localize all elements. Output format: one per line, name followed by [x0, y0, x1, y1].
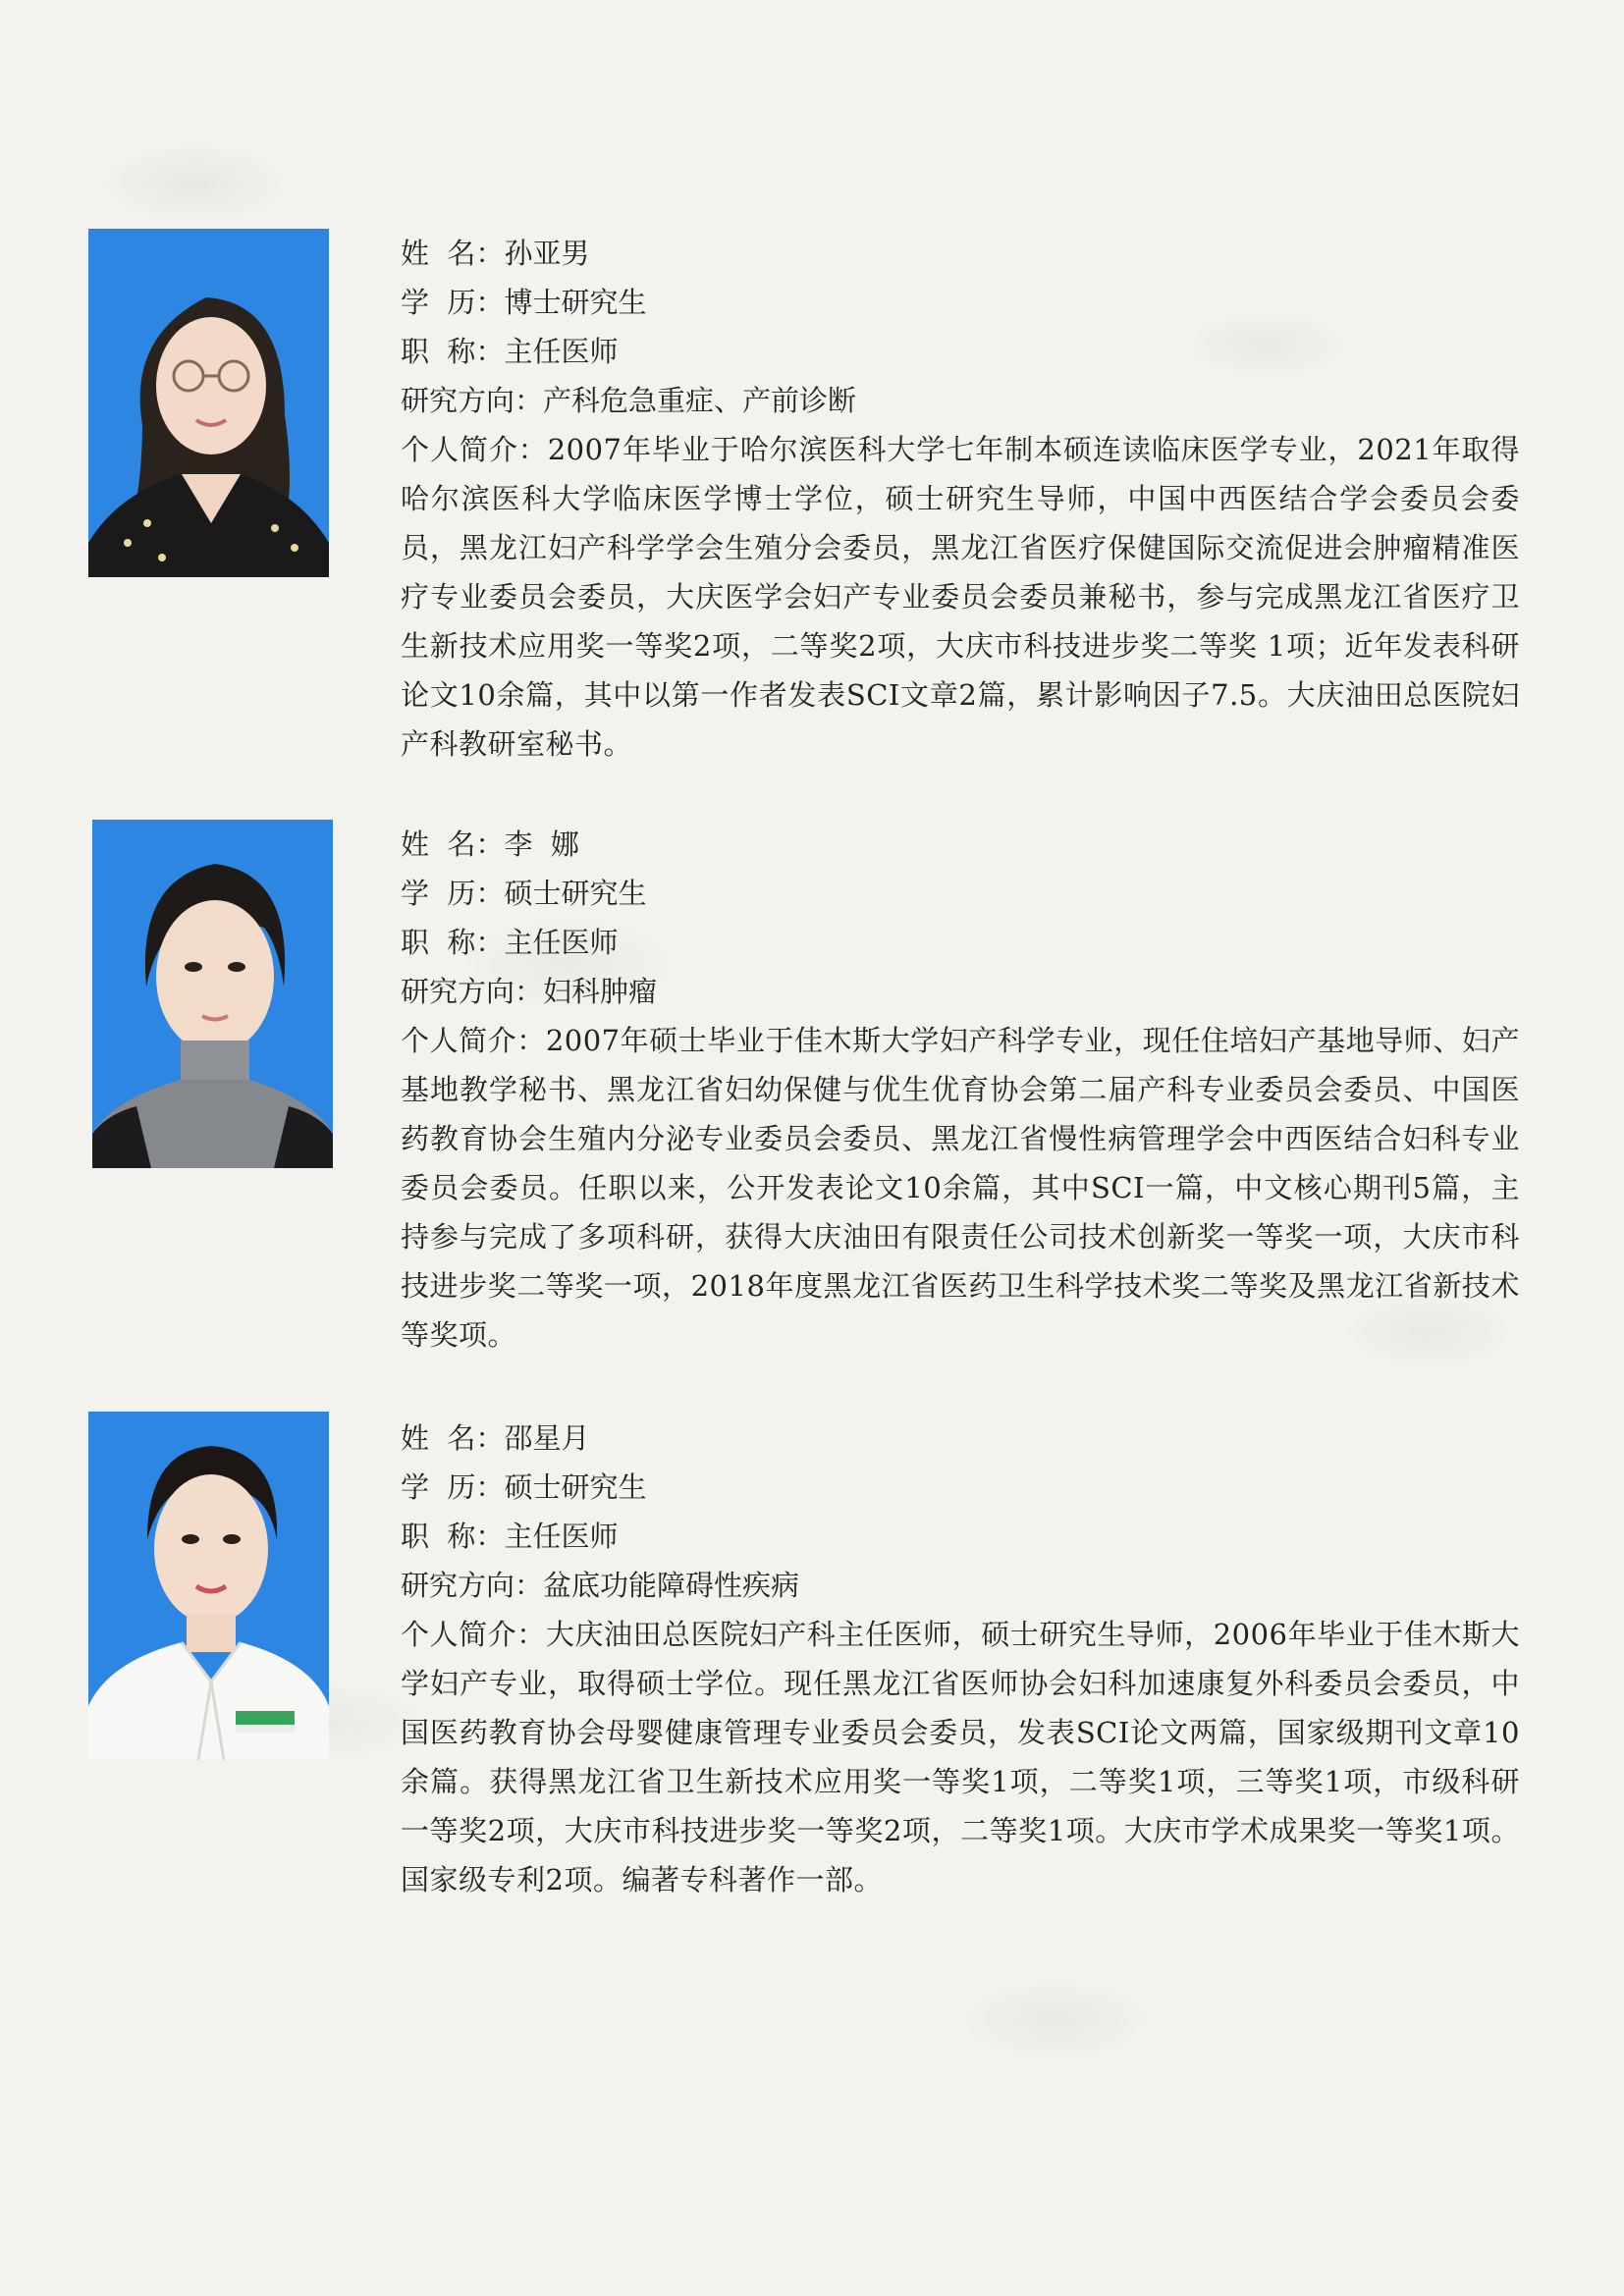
portrait-icon: [88, 1412, 329, 1760]
education-row: [401, 869, 1520, 918]
bio-label: 个人简介：: [401, 433, 548, 466]
title-row: [401, 327, 1520, 376]
name-label: 姓 名：: [401, 828, 505, 861]
profile-info: [401, 820, 1520, 1360]
education-value: 硕士研究生: [504, 1470, 647, 1504]
title-label: 职 称：: [401, 926, 505, 959]
research-value: 妇科肿瘤: [543, 975, 658, 1008]
education-row: [401, 1463, 1520, 1512]
research-row: [401, 967, 1520, 1016]
research-label: 研究方向：: [401, 384, 544, 417]
research-value: 盆底功能障碍性疾病: [543, 1569, 800, 1602]
doctor-photo: [92, 820, 333, 1168]
title-value: 主任医师: [504, 335, 619, 368]
name-label: 姓 名：: [401, 237, 505, 270]
name-label: 姓 名：: [401, 1421, 505, 1455]
title-row: [401, 1512, 1520, 1561]
title-row: [401, 918, 1520, 967]
research-row: [401, 376, 1520, 425]
bio-label: 个人简介：: [401, 1024, 546, 1057]
doctor-photo: [88, 229, 329, 577]
bio-paragraph: [401, 425, 1520, 769]
research-label: 研究方向：: [401, 1569, 544, 1602]
title-value: 主任医师: [504, 926, 619, 959]
name-row: [401, 229, 1520, 278]
profile-info: [401, 229, 1520, 769]
name-row: [401, 1414, 1520, 1463]
title-label: 职 称：: [401, 335, 505, 368]
bio-text: 2007年硕士毕业于佳木斯大学妇产科学专业，现任住培妇产基地导师、妇产基地教学秘书、黑龙江省妇幼保健与优生优育协会第二届产科专业委员会委员、中国医药教育协会生殖内分泌专业委员会委员、黑龙江省慢性病管理学会中西医结合妇科专业委员会委员。任职以来，公开发表论文10余篇，其中SCI一篇，中文核心期刊5篇，主持参与完成了多项科研，获得大庆油田有限责任公司技术创新奖一等奖一项，大庆市科技进步奖二等奖一项，2018年度黑龙江省医药卫生科学技术奖二等奖及黑龙江省新技术等奖项。: [401, 1024, 1520, 1352]
name-value: 孙亚男: [504, 237, 590, 270]
research-value: 产科危急重症、产前诊断: [543, 384, 857, 417]
bio-paragraph: [401, 1016, 1520, 1360]
education-label: 学 历：: [401, 286, 505, 319]
profile-info: [401, 1414, 1520, 1904]
name-value: 邵星月: [504, 1421, 590, 1455]
education-label: 学 历：: [401, 877, 505, 910]
title-label: 职 称：: [401, 1520, 505, 1553]
education-value: 博士研究生: [504, 286, 647, 319]
research-label: 研究方向：: [401, 975, 544, 1008]
name-row: [401, 820, 1520, 869]
portrait-icon: [88, 229, 329, 577]
bio-text: 2007年毕业于哈尔滨医科大学七年制本硕连读临床医学专业，2021年取得哈尔滨医科大学临床医学博士学位，硕士研究生导师，中国中西医结合学会委员会委员，黑龙江妇产科学学会生殖分会委员，黑龙江省医疗保健国际交流促进会肿瘤精准医疗专业委员会委员，大庆医学会妇产专业委员会委员兼秘书，参与完成黑龙江省医疗卫生新技术应用奖一等奖2项，二等奖2项，大庆市科技进步奖二等奖 1项；近年发表科研论文10余篇，其中以第一作者发表SCI文章2篇，累计影响因子7.5。大庆油田总医院妇产科教研室秘书。: [401, 433, 1521, 761]
education-label: 学 历：: [401, 1470, 505, 1504]
bio-text: 大庆油田总医院妇产科主任医师，硕士研究生导师，2006年毕业于佳木斯大学妇产专业，取得硕士学位。现任黑龙江省医师协会妇科加速康复外科委员会委员，中国医药教育协会母婴健康管理专业委员会委员，发表SCI论文两篇，国家级期刊文章10余篇。获得黑龙江省卫生新技术应用奖一等奖1项，二等奖1项，三等奖1项，市级科研一等奖2项，大庆市科技进步奖一等奖2项，二等奖1项。大庆市学术成果奖一等奖1项。国家级专利2项。编著专科著作一部。: [401, 1618, 1520, 1896]
bio-paragraph: [401, 1610, 1520, 1904]
name-value: 李 娜: [504, 828, 579, 861]
title-value: 主任医师: [504, 1520, 619, 1553]
education-value: 硕士研究生: [504, 877, 647, 910]
portrait-icon: [92, 820, 333, 1168]
doctor-photo: [88, 1412, 329, 1760]
research-row: [401, 1561, 1520, 1610]
education-row: [401, 278, 1520, 327]
bio-label: 个人简介：: [401, 1618, 546, 1651]
